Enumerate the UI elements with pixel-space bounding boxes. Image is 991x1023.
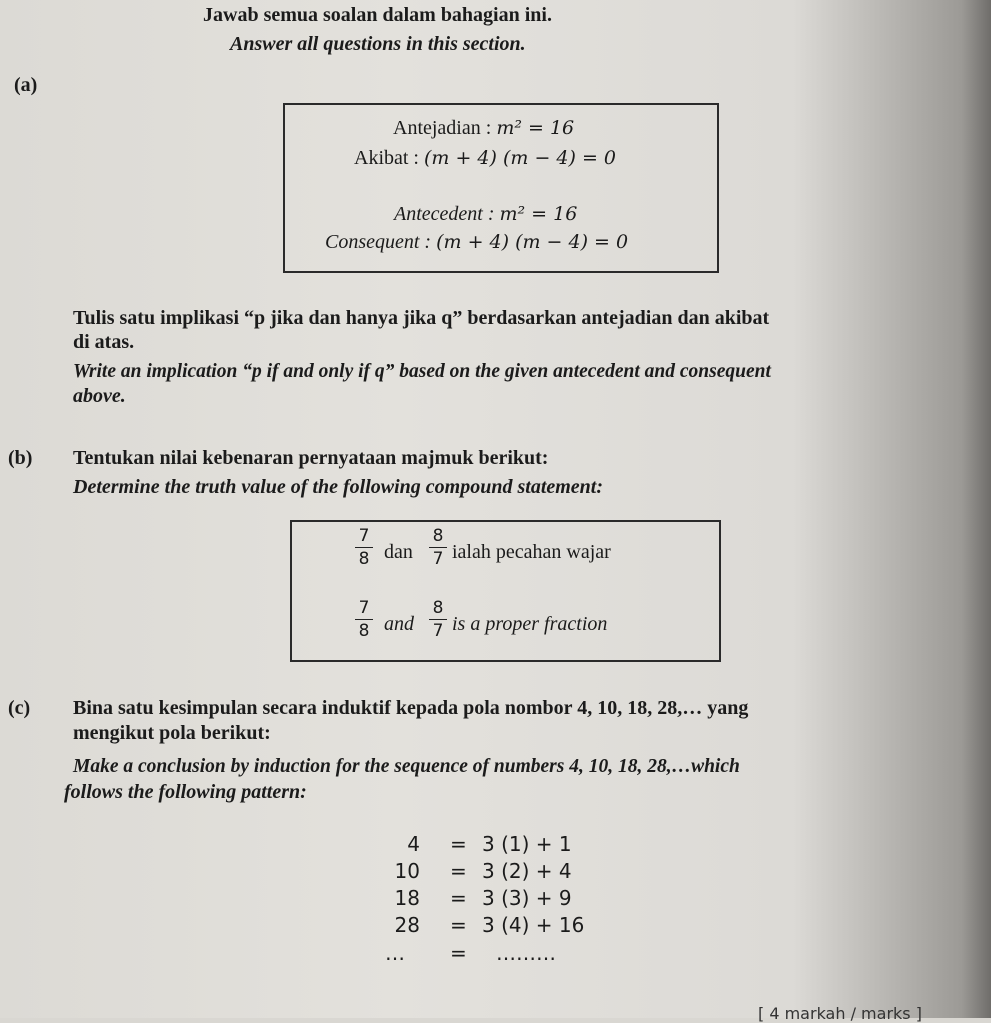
fraction-numerator: 8 <box>432 598 444 618</box>
pattern-lhs-3: 18 <box>394 886 420 910</box>
consequent-english <box>325 231 628 254</box>
part-b-label: (b) <box>8 447 33 469</box>
part-c-question-malay-1: Bina satu kesimpulan secara induktif kepada pola nombor 4, 10, 18, 28,… yang <box>73 697 749 719</box>
part-a-question-english-1: Write an implication “p if and only if q” based on the given antecedent and consequent <box>73 361 771 382</box>
fraction-bar <box>429 619 447 620</box>
pattern-lhs-4: 28 <box>394 913 420 937</box>
fraction-eight-sevenths-malay <box>429 526 447 569</box>
fraction-numerator: 7 <box>358 526 370 546</box>
consequent-english-expr: (m + 4) (m − 4) = 0 <box>436 231 629 253</box>
part-a-question-english-2: above. <box>73 385 126 407</box>
part-c-question-english-2: follows the following pattern: <box>64 781 307 803</box>
pattern-eq-4: = <box>450 913 467 937</box>
pattern-rhs-3: 3 (3) + 9 <box>482 886 572 910</box>
pattern-rhs-1: 3 (1) + 1 <box>482 832 572 856</box>
part-c-question-english-1: Make a conclusion by induction for the sequence of numbers 4, 10, 18, 28,…which <box>73 756 740 777</box>
fraction-bar <box>355 619 373 620</box>
compound-statement-box <box>290 520 721 662</box>
part-c-label: (c) <box>8 697 31 719</box>
part-b-question-english: Determine the truth value of the following compound statement: <box>73 476 604 498</box>
part-a-question-malay-2: di atas. <box>73 331 135 353</box>
part-b-question-malay: Tentukan nilai kebenaran pernyataan majmuk berikut: <box>73 447 549 469</box>
pattern-lhs-5: … <box>385 941 405 965</box>
fraction-bar <box>355 547 373 548</box>
fraction-eight-sevenths-english <box>429 598 447 641</box>
consequent-english-label: Consequent : <box>325 231 432 253</box>
fraction-bar <box>429 547 447 548</box>
consequent-malay-label: Akibat : <box>354 147 419 169</box>
statement-tail-english: is a proper fraction <box>452 613 608 635</box>
part-a-question-malay-1: Tulis satu implikasi “p jika dan hanya jika q” berdasarkan antejadian dan akibat <box>73 307 770 329</box>
antecedent-malay-label: Antejadian : <box>393 117 492 139</box>
connector-english: and <box>384 613 414 635</box>
statement-tail-malay: ialah pecahan wajar <box>452 541 611 563</box>
pattern-rhs-4: 3 (4) + 16 <box>482 913 585 937</box>
antecedent-english-expr: m² = 16 <box>499 203 578 225</box>
fraction-seven-eighths-english <box>355 598 373 641</box>
antecedent-malay <box>393 117 574 140</box>
antecedent-english-label: Antecedent : <box>394 203 495 225</box>
instruction-malay: Jawab semua soalan dalam bahagian ini. <box>203 4 552 26</box>
antecedent-consequent-box <box>283 103 719 273</box>
instruction-english: Answer all questions in this section. <box>230 33 526 55</box>
pattern-lhs-2: 10 <box>394 859 420 883</box>
marks-label: [ 4 markah / marks ] <box>758 1004 922 1023</box>
consequent-malay-expr: (m + 4) (m − 4) = 0 <box>424 147 616 169</box>
pattern-eq-1: = <box>450 832 467 856</box>
pattern-rhs-5: ……… <box>496 941 556 965</box>
fraction-numerator: 8 <box>432 526 444 546</box>
fraction-denominator: 8 <box>358 621 370 641</box>
antecedent-malay-expr: m² = 16 <box>496 117 575 139</box>
antecedent-english <box>394 203 577 226</box>
fraction-numerator: 7 <box>358 598 370 618</box>
connector-malay: dan <box>384 541 413 563</box>
pattern-rhs-2: 3 (2) + 4 <box>482 859 572 883</box>
pattern-lhs-1: 4 <box>407 832 420 856</box>
part-c-question-malay-2: mengikut pola berikut: <box>73 722 271 744</box>
fraction-denominator: 7 <box>432 549 444 569</box>
fraction-denominator: 7 <box>432 621 444 641</box>
part-a-label: (a) <box>14 74 38 96</box>
pattern-eq-2: = <box>450 859 467 883</box>
fraction-seven-eighths-malay <box>355 526 373 569</box>
fraction-denominator: 8 <box>358 549 370 569</box>
consequent-malay <box>354 147 616 170</box>
pattern-eq-5: = <box>450 941 467 965</box>
pattern-eq-3: = <box>450 886 467 910</box>
